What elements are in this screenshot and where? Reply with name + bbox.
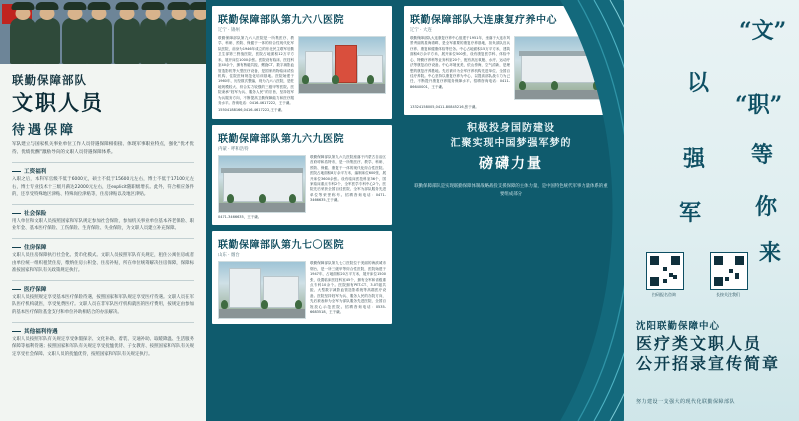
section-salary [12, 167, 194, 199]
slogan-char: 强 [683, 146, 706, 172]
slogan-note: 联勤保障部队是实现联勤保障体制战略战役支援保障的主体力量，是中国特色统代军事力量体系的重要组成部分 [414, 184, 608, 198]
hospital-photo [218, 261, 306, 319]
headline-line-2: 公开招录宣传简章 [636, 354, 781, 373]
qr-code-signup[interactable] [646, 252, 684, 290]
hospital-card-968 [212, 6, 392, 119]
hospital-card-970 [212, 231, 392, 324]
organization-name: 联勤保障部队 [12, 73, 87, 87]
footer-slogan: 努力建设一支强大的现代化联勤保障部队 [636, 399, 736, 405]
divider [12, 238, 194, 239]
divider [12, 162, 194, 163]
hospital-description: 联勤保障部队第九七〇医院位于美丽的海滨城市烟台，是一所三级甲等综合性医院，医院始建于1947年，占地面积20万平方米，展开床位1500张，设置临床医技科室45个，拥有全军和省级重点专科10余个。医院拥有PET-CT、3.0T磁共振、大型数字减影血管造影系统等高端医疗设备。医院坚持姓军为兵、服务人民的办院方向，先后被表彰为全军为部队服务先进医院、全国百姓放心示范医院。招聘咨询电话：0535-6683518，王于谦。 [310, 261, 386, 315]
hospital-name: 联勤保障部队第九七〇医院 [218, 240, 344, 252]
section-medical [12, 285, 194, 317]
hospital-name: 联勤保障部队第九六九医院 [218, 133, 344, 145]
qr-code-follow[interactable] [710, 252, 748, 290]
slogan-char: 你 [755, 194, 778, 220]
qr-caption-follow: 长按关注我们 [716, 292, 740, 297]
section-heading: 住房保障 [12, 243, 194, 251]
section-other-benefits [12, 327, 194, 359]
divider [12, 322, 194, 323]
hospital-description: 联勤保障部队第九六八医院是一所集医疗、教学、科研、预防、保健于一体的综合性现代化军队医院，前身为1946年成立的东北民主联军后勤卫生部第三野战医院，医院占地面积12万平方米，展开床位1000余张。医院设有临床、医技科室40余个，拥有核磁共振、螺旋CT、数字减影血管造影机等大型医疗设备，是国家药物临床试验机构、住院医师规范化培训基地。医院始建于1960年，历经数次整编，现为九六八医院，是驻地规模较大、综合实力较强的三级甲等医院。医院秉承“姓军为兵、服务人民”的宗旨，坚持姓军为兵服务方向，不断提高卫勤保障能力和医疗服务水平。咨询电话：0416-4617222，王于谦。 [218, 36, 294, 106]
hospital-cards-column [206, 0, 398, 421]
section-housing [12, 243, 194, 275]
hospital-location: 辽宁 · 锦州 [218, 28, 240, 33]
slogan-char: “文” [739, 18, 787, 44]
slogan-char: 以 [687, 70, 710, 96]
divider [12, 204, 194, 205]
divider [12, 280, 194, 281]
hospital-description: 联勤保障部队第九六九医院座落于内蒙古自治区首府呼和浩特市，是一所集医疗、教学、科研、预防、保健、康复于一体的现代化综合性医院。医院占地面积8万余平方米，编制床位600张，展开床位3600余张。设有临床医技科室36个，国家临床重点专科2个，全军医学专科中心2个。医院先后荣获全国百佳医院、全军为部队服务先进单位等荣誉称号。招聘咨询电话：0471-3466635,王于谦。 [310, 154, 386, 203]
section-text: 文职人员住房保障执行社会化、货币化模式。文职人员按照军队有关规定，租住公寓住房或者由单位统一组织租赁住房，缴纳住房公积金、住房补贴，所在单位统筹解决住房保障，保障标准按国家和军队有关政策规定执行。 [12, 253, 194, 274]
center-phone: 13324158005,0411-80845216,张于谦。 [410, 105, 479, 109]
slogan-char: 来 [759, 240, 782, 266]
slogan-char: 军 [679, 200, 702, 226]
center-name: 联勤保障部队大连康复疗养中心 [410, 15, 557, 26]
hospital-name: 联勤保障部队第九六八医院 [218, 15, 344, 26]
headline-line-1: 医疗类文职人员 [636, 334, 763, 353]
hospital-phone: 15504188166,0416-4617222,王于谦。 [218, 108, 285, 113]
hospital-photo [218, 155, 306, 213]
hospital-photo [298, 36, 386, 94]
section-heading: 其他福利待遇 [12, 327, 194, 335]
slogan-line-2: 汇聚实现中国梦强军梦的 [450, 138, 572, 150]
page-title: 文职人员 [12, 91, 104, 115]
vertical-slogan [631, 10, 791, 266]
lead-paragraph: 军队建立与国家机关事业单位工作人员待遇保障相衔接、体现军事职业特点，强化“优才优待、优绩优酬”激励导向的文职人员待遇保障体系。 [12, 142, 194, 156]
soldiers-photo-strip [0, 0, 206, 64]
section-heading: 社会保险 [12, 209, 194, 217]
section-text: 文职人员按照军队有关规定享受休假探亲、文化补助、着装、交通补助、取暖降温、生活服务保障等福利待遇；按照国家和军队有关规定享受抚恤优待、子女教育、按照国家和军队有关规定享受社会保障、文职人员的抚恤优待，按照国家和军队有关规定执行。 [12, 336, 194, 357]
hospital-location: 内蒙 · 呼和浩特 [218, 146, 249, 152]
section-heading: 工资福利 [12, 167, 194, 175]
right-panel [624, 0, 799, 421]
section-text: 用人单位和文职人员按照国家和军队规定参加社会保险，参加机关事业单位基本养老保险、职业年金、基本医疗保险、工伤保险、生育保险、失业保险，为文职人员建立补充保障。 [12, 218, 194, 232]
section-text: 入职之后，本科军官级不低于6000元，硕士不低于15600元左右，博士不低于17100元左右，博士专业技术十三级月薪达22000元左右，还explicit随职级增长。此外，符合相应条件的，还享受特殊地区津贴、特殊岗位津贴等，住房津贴以及地区津贴。 [12, 177, 194, 198]
center-description: 联勤保障部队大连康复疗养中心组建于1951年，坐落于大连市风景秀丽的星海湾畔，是全军重要的康复疗养基地，担负部队官兵疗养、康复和健康体检等任务。中心占地面积15万平方米，建筑面积6万余平方米，展开床位500张，设有康复医学科、体检中心、特勤疗养科等业务科室20个，配有高压氧舱、水疗、运动疗法等康复治疗设备。中心环境优美，依山傍海，空气清新，是理想的康复疗养胜地。先后被评为全军疗养机构先进单位、全国百佳疗养院。中心坚持以康复疗养为中心，以提高部队战斗力为己任，不断提升康复疗养服务保障水平。招聘咨询电话：0411-86640001，王于谦。 [410, 36, 510, 89]
left-panel [0, 0, 206, 421]
qr-caption-signup: 扫码报名咨询 [652, 292, 676, 297]
section-social-insurance [12, 209, 194, 233]
page-subtitle: 待遇保障 [12, 123, 77, 139]
section-heading: 医疗保障 [12, 285, 194, 293]
headline [636, 334, 780, 374]
hospital-card-969 [212, 125, 392, 225]
slogan-char: “职” [735, 92, 783, 118]
hospital-phone: 0471-3466635，王于谦。 [218, 214, 262, 219]
slogan-line-1: 积极投身国防建设 [467, 123, 555, 135]
slogan-char: 等 [751, 142, 774, 168]
center-location: 辽宁 · 大连 [410, 28, 432, 33]
slogan-line-3: 磅礴力量 [479, 156, 543, 173]
center-title: 沈阳联勤保障中心 [636, 321, 721, 332]
left-body [0, 64, 206, 421]
hospital-location: 山东 · 烟台 [218, 253, 240, 259]
section-text: 文职人员按照规定享受基本医疗保险待遇，按照国家和军队规定享受医疗待遇。文职人员在军队医疗机构就医，享受免费医疗。文职人员在非军队医疗机构就医的医疗费用，按规定由参加的基本医疗保险基金支付和单位补助相结合的办法解决。 [12, 294, 194, 315]
